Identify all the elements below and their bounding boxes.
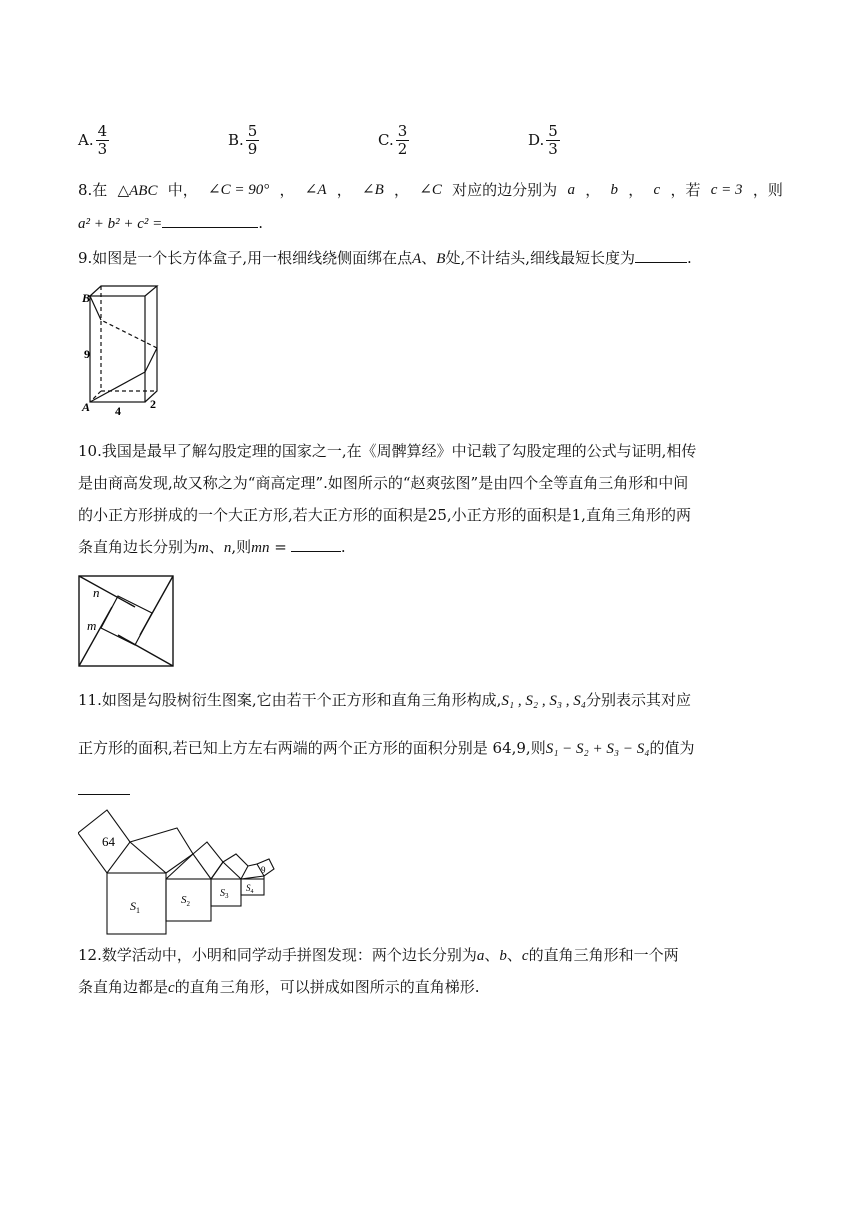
answer-blank[interactable]	[78, 794, 130, 795]
question-12-line-1: 12.数学活动中，小明和同学动手拼图发现：两个边长分别为a、b、c的直角三角形和一个两	[78, 946, 679, 964]
label-s1: $S_1$	[130, 899, 140, 915]
label-m: m	[87, 618, 97, 633]
height-label: 9	[84, 347, 90, 361]
width-label: 4	[115, 404, 121, 418]
string-segment	[90, 296, 101, 320]
label-64: 64	[102, 834, 115, 849]
tree-edge	[211, 862, 223, 879]
triangle-edge	[118, 635, 173, 666]
string-segment	[90, 372, 145, 402]
pythagorean-tree-figure	[78, 806, 278, 938]
option-b	[228, 118, 259, 162]
label-s3: $S_3$	[220, 888, 229, 900]
fraction: $\frac{3}{2}$	[397, 121, 408, 158]
square-9	[257, 859, 274, 876]
label-s4: $S_4$	[246, 883, 254, 895]
tilted-square	[130, 828, 193, 873]
depth-label: 2	[150, 397, 156, 411]
option-label: B.	[228, 131, 244, 149]
question-10-line-2: 是由商高发现,故又称之为“商高定理”.如图所示的“赵爽弦图”是由四个全等直角三角形和中间	[78, 474, 689, 492]
answer-blank[interactable]	[635, 248, 687, 263]
cuboid-figure	[80, 282, 165, 418]
string-segment	[145, 348, 157, 372]
tree-edge	[248, 864, 257, 866]
square-s1	[107, 873, 166, 934]
question-10-line-3: 的小正方形拼成的一个大正方形,若大正方形的面积是25,小正方形的面积是1,直角三角形的两	[78, 506, 691, 524]
zhao-shuang-diagram	[77, 574, 175, 668]
string-hidden-segment	[101, 320, 157, 348]
question-12-line-2: 条直角边都是c的直角三角形，可以拼成如图所示的直角梯形.	[78, 978, 480, 996]
point-a-label: A	[82, 400, 91, 414]
option-d	[528, 118, 560, 162]
question-10-line-1: 10.我国是最早了解勾股定理的国家之一,在《周髀算经》中记载了勾股定理的公式与证明,相传	[78, 442, 697, 460]
point-b-label: B	[82, 291, 91, 305]
option-a	[78, 118, 109, 162]
question-10-line-4: 条直角边长分别为m、n,则mn = .	[78, 538, 346, 556]
question-9: 9.如图是一个长方体盒子,用一根细线绕侧面绑在点A、B处,不计结头,细线最短长度为 .	[78, 249, 692, 267]
small-square	[101, 596, 152, 645]
option-label: C.	[378, 131, 394, 149]
option-c	[378, 118, 409, 162]
triangle-edge	[79, 576, 135, 607]
answer-blank[interactable]	[291, 537, 341, 552]
cuboid-top-face	[90, 286, 157, 296]
option-label: D.	[528, 131, 545, 149]
tilted-square	[223, 854, 248, 879]
option-label: A.	[78, 131, 94, 149]
question-8-line-2: a² + b² + c² = .	[78, 214, 264, 232]
label-s2: $S_2$	[181, 894, 190, 908]
tilted-square	[193, 842, 223, 879]
fraction: $\frac{5}{9}$	[247, 121, 258, 158]
question-8-line-1: 8.在 △ABC 中， ∠C = 90° ， ∠A ， ∠B ， ∠C 对应的边分别为 a ， b ， c ，若 c = 3 ，则	[78, 181, 783, 199]
label-9: 9	[261, 865, 266, 875]
tree-edge	[166, 854, 193, 879]
fraction: $\frac{5}{3}$	[548, 121, 558, 158]
fraction: $\frac{4}{3}$	[97, 121, 108, 158]
cuboid-front-face	[90, 296, 145, 402]
question-11-line-2: 正方形的面积,若已知上方左右两端的两个正方形的面积分别是 64,9,则S₁ − S₂ + S₃ − S₄的值为	[78, 739, 695, 757]
label-n: n	[93, 585, 100, 600]
answer-blank[interactable]	[162, 213, 258, 228]
question-11-line-1: 11.如图是勾股树衍生图案,它由若干个正方形和直角三角形构成,S₁ , S₂ , S₃ , S₄分别表示其对应	[78, 691, 692, 709]
cuboid-right-edge	[145, 286, 157, 402]
